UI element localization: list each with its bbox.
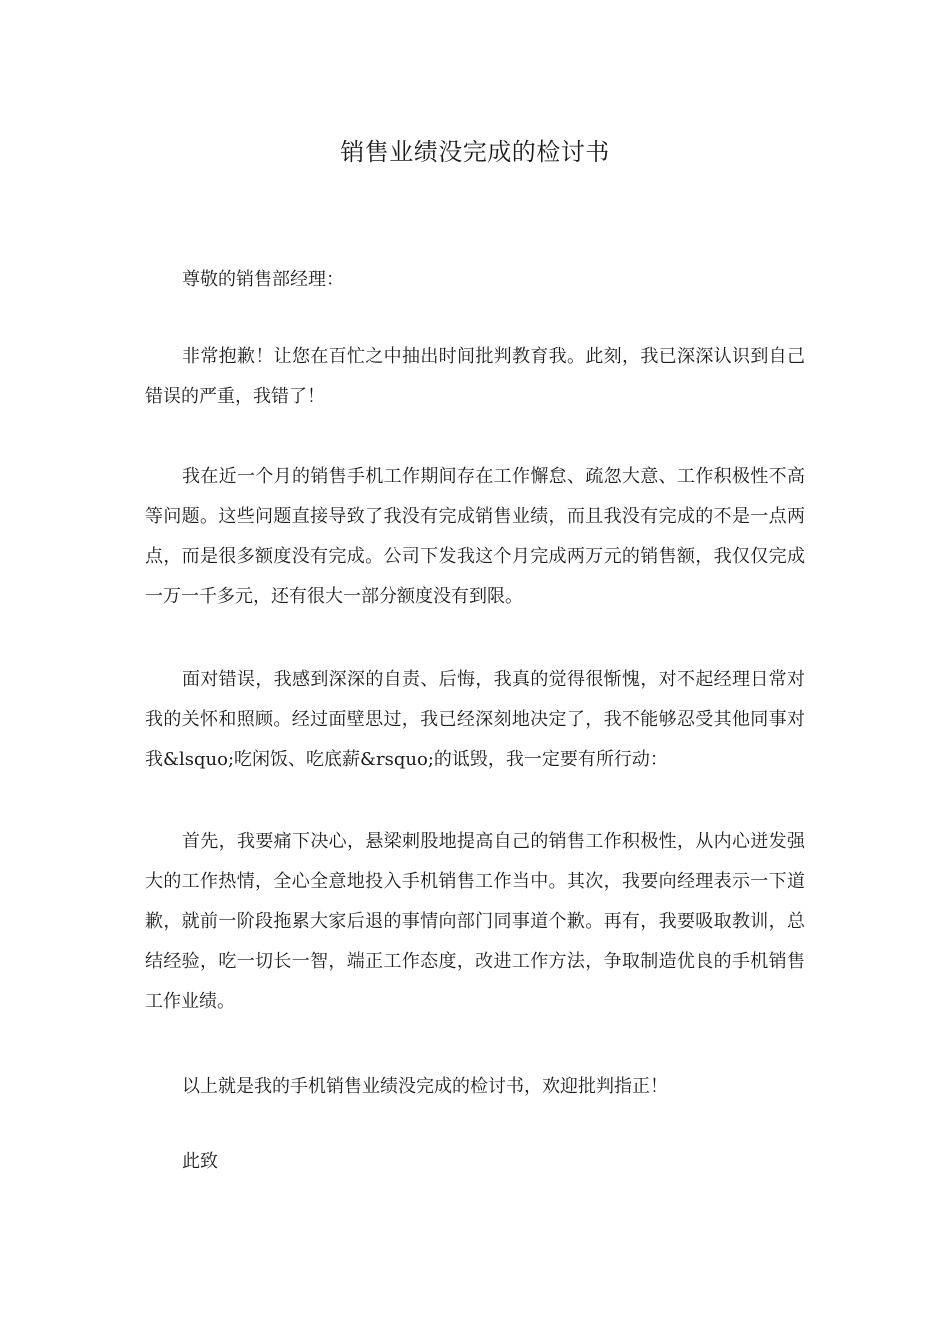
greeting-line: 尊敬的销售部经理： <box>182 269 344 290</box>
paragraph-reflection: 面对错误，我感到深深的自责、后悔，我真的觉得很惭愧，对不起经理日常对我的关怀和照顾。经过面壁思过，我已经深刻地决定了，我不能够忍受其他同事对我&lsquo;吃闲饭、吃底薪&rsquo;的诋毁，我一定要有所行动： <box>145 669 805 770</box>
paragraph-action-plan: 首先，我要痛下决心，悬梁刺股地提高自己的销售工作积极性，从内心迸发强大的工作热情，全心全意地投入手机销售工作当中。其次，我要向经理表示一下道歉，就前一阶段拖累大家后退的事情向部门同事道个歉。再有，我要吸取教训，总结经验，吃一切长一智，端正工作态度，改进工作方法，争取制造优良的手机销售工作业绩。 <box>145 831 805 1012</box>
closing-line: 此致 <box>182 1151 218 1172</box>
document-title: 销售业绩没完成的检讨书 <box>340 138 610 166</box>
paragraph-apology: 非常抱歉！让您在百忙之中抽出时间批判教育我。此刻，我已深深认识到自己错误的严重，我错了！ <box>145 346 805 407</box>
paragraph-conclusion: 以上就是我的手机销售业绩没完成的检讨书，欢迎批判指正！ <box>182 1076 668 1097</box>
paragraph-problems: 我在近一个月的销售手机工作期间存在工作懈怠、疏忽大意、工作积极性不高等问题。这些问题直接导致了我没有完成销售业绩，而且我没有完成的不是一点两点，而是很多额度没有完成。公司下发我这个月完成两万元的销售额，我仅仅完成一万一千多元，还有很大一部分额度没有到限。 <box>145 466 805 607</box>
